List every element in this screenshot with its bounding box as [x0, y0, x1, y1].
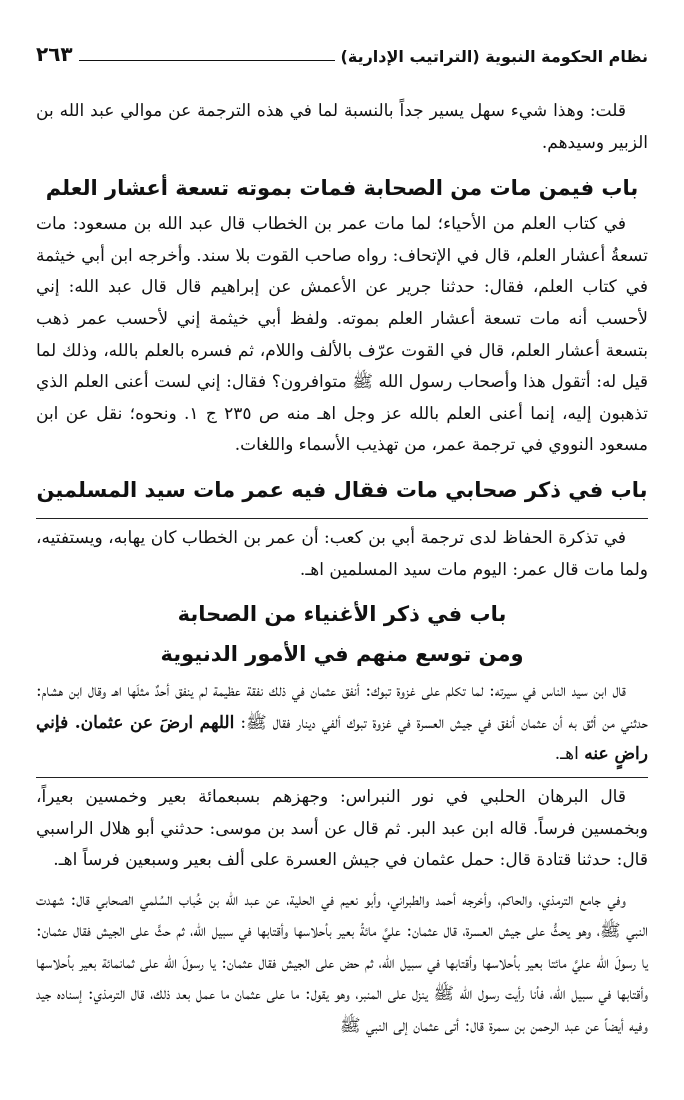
- section-2-paragraph: في تذكرة الحفاظ لدى ترجمة أبي بن كعب: أن عمر بن الخطاب كان يهابه، ويستفتيه، ولما مات قال عمر: اليوم مات سيد المسلمين اهـ.: [36, 527, 648, 580]
- section-heading-3-line-2: ومن توسع منهم في الأمور الدنيوية: [160, 642, 524, 667]
- divider-rule: [36, 518, 648, 519]
- section-heading-1: باب فيمن مات من الصحابة فمات بموته تسعة أعشار العلم: [45, 176, 639, 201]
- running-header: [36, 38, 648, 66]
- header-rule: [79, 60, 335, 61]
- section-3-paragraph-1: [36, 676, 648, 771]
- section-3-paragraph-2: قال البرهان الحلبي في نور النبراس: وجهزهم بسبعمائة بعير وخمسين بعيراً، وبخمسين فرساً. قاله ابن عبد البر. ثم قال عن أسد بن موسى: حدثني أبو هلال الراسبي قال: حدثنا قتادة قال: حمل عثمان في جيش العسرة على ألف بعير وسبعين فرساً اهـ.: [36, 786, 648, 871]
- page-number: ٢٦٣: [36, 42, 73, 66]
- intro-paragraph: قلت: وهذا شيء سهل يسير جداً بالنسبة لما في هذه الترجمة عن موالي عبد الله بن الزبير وسيدهم.: [36, 101, 648, 153]
- section-heading-3-line-1: باب في ذكر الأغنياء من الصحابة: [177, 602, 507, 627]
- section-heading-2: باب في ذكر صحابي مات فقال فيه عمر مات سيد المسلمين: [36, 477, 648, 502]
- paragraph-text-end: اهـ.: [554, 744, 585, 765]
- paragraph-text: قال ابن سيد الناس في سيرته: لما تكلم على غزوة تبوك: أنفق عثمان في ذلك نفقة عظيمة لم ينفق أحدٌ مثلَها اهـ وقال ابن هشام: حدثني من أثق به أن عثمان أنفق في جيش العسرة في غزوة تبوك ألفي دينار فقال ﷺ:: [36, 681, 648, 733]
- divider-rule-2: [36, 777, 648, 778]
- bold-quote: اللهم ارضَ عن عثمان. فإني راضٍ عنه: [36, 712, 648, 765]
- section-3-paragraph-3: وفي جامع الترمذي، والحاكم، وأخرجه أحمد والطبراني، وأبو نعيم في الحلية، عن عبد الله بن خُباب السُلمي الصحابي قال: شهدت النبي ﷺ، وهو يحثُّ على جيش العسرة، قال عثمان: عليَّ مائةُ بعير بأحلاسها وأقتابها في سبيل الله، ثم حثَّ على الجيش فقال عثمان: يا رسولَ الله عليَّ مائتا بعير بأحلاسها وأقتابها في سبيل الله، ثم حض على الجيش فقال عثمان: يا رسولَ الله على ثمانمائة بعير بأحلاسها وأقتابها في سبيل الله، فأنا رأيت رسول الله ﷺ ينزل على المنبر، وهو يقول: ما على عثمان ما عمل بعد ذلك، قال الترمذي: إسناده جيد وفيه أيضاً عن عبد الرحمن بن سمرة قال: أتى عثمان إلى النبي ﷺ: [36, 889, 648, 1037]
- running-header-title: نظام الحكومة النبوية (التراتيب الإدارية): [340, 47, 648, 66]
- section-1-paragraph: في كتاب العلم من الأحياء؛ لما مات عمر بن الخطاب قال عبد الله بن مسعود: مات تسعةُ أعشار العلم، قال في الإتحاف: رواه صاحب القوت بلا سند. وأخرجه ابن أبي خيثمة في كتاب العلم، فقال: حدثنا جرير عن الأعمش عن إبراهيم قال قال عبد الله: إني لأحسب أنه مات تسعة أعشار العلم بموته. ولفظ أبي خيثمة إني لأحسب عمر ذهب بتسعة أعشار العلم، قال في القوت عرّف بالألف واللام، ثم فسره بالعلم بالله، وذلك لما قيل له: أتقول هذا وأصحاب رسول الله ﷺ متوافرون؟ فقال: إني لست أعنى العلم الذي تذهبون إليه، إنما أعنى العلم بالله عز وجل اهـ منه ص ٢٣٥ ج ١. ونحوه؛ نقل عن ابن مسعود النووي في ترجمة عمر، من تهذيب الأسماء واللغات.: [36, 214, 648, 456]
